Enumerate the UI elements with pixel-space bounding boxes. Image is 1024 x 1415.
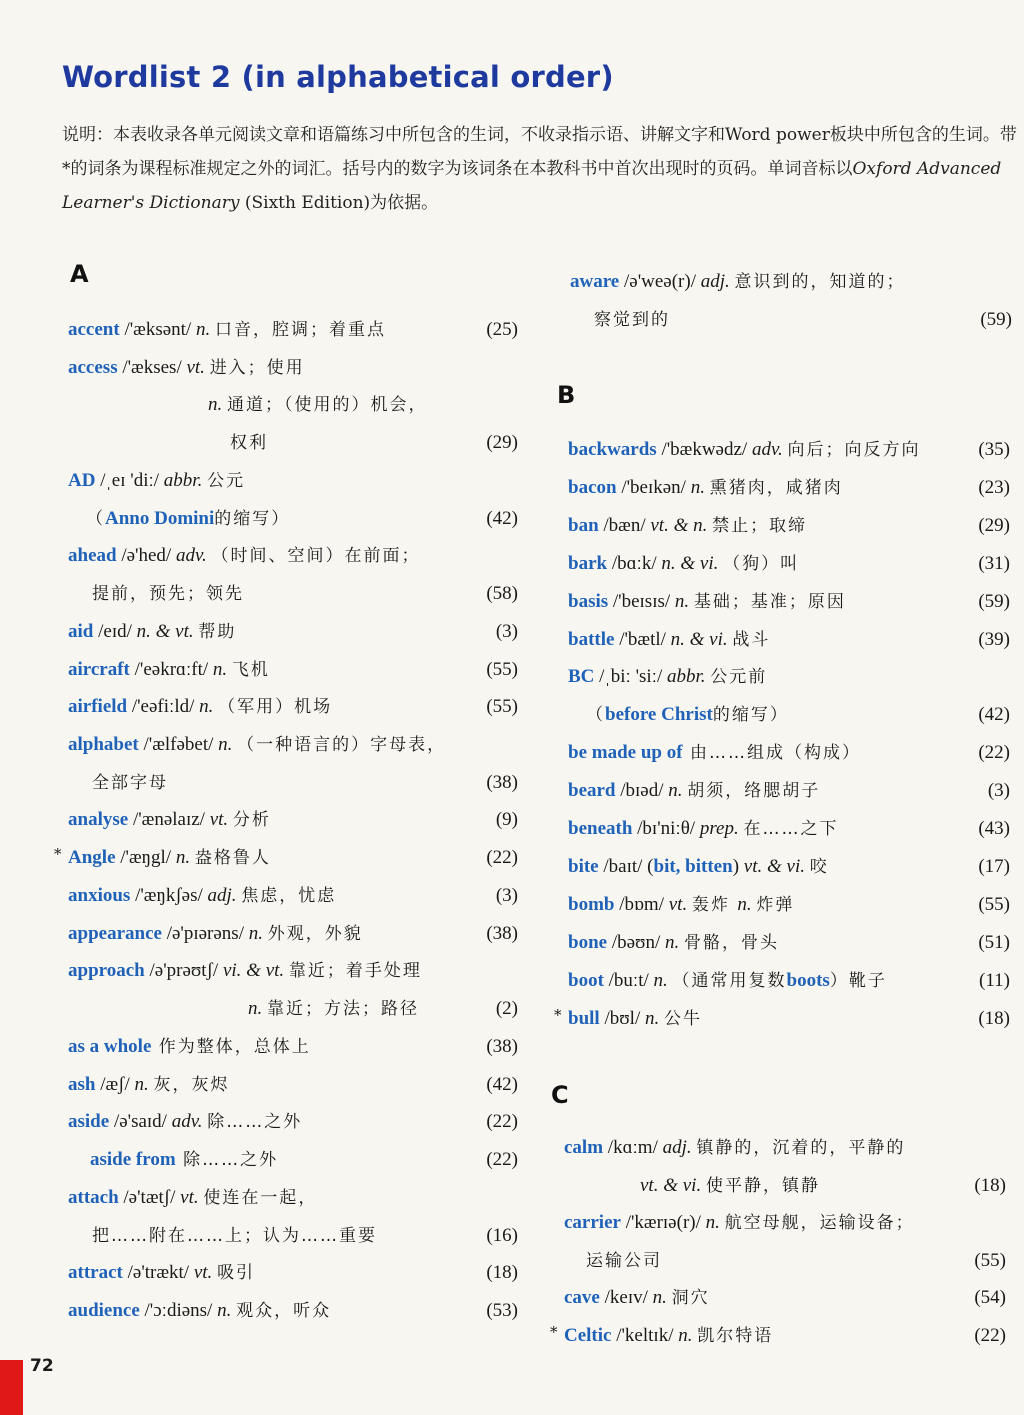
phonetic: /'ælfəbet/ — [138, 734, 219, 756]
headword: accent — [68, 319, 120, 340]
headword: ash — [68, 1073, 96, 1095]
definition: 盎格鲁人 — [194, 848, 271, 869]
page-reference: (18) — [978, 1007, 1010, 1029]
definition: 外观，外貌 — [267, 923, 363, 944]
page-reference: (39) — [978, 628, 1010, 650]
part-of-speech: adv. — [171, 1111, 208, 1133]
headword: bone — [568, 931, 608, 953]
definition: 提前，预先；领先 — [92, 584, 244, 605]
headword: bomb — [568, 893, 615, 915]
definition: 在……之下 — [743, 819, 839, 839]
headword: attract — [68, 1262, 123, 1284]
part-of-speech: vt. & vi. — [640, 1174, 706, 1196]
wordlist-line — [568, 966, 887, 996]
headword: boots — [786, 969, 830, 991]
definition: 焦虑，忧虑 — [241, 885, 337, 906]
intro-note — [62, 118, 1022, 220]
definition: 凯尔特语 — [697, 1326, 774, 1346]
headword: appearance — [68, 922, 162, 944]
part-of-speech: vt. — [180, 1186, 204, 1208]
headword: bacon — [568, 476, 617, 498]
phonetic: /ə'weə(r)/ — [619, 271, 701, 292]
phonetic: /eɪd/ — [93, 620, 137, 642]
phonetic: /keɪv/ — [599, 1287, 653, 1309]
definition: 作为整体，总体上 — [151, 1036, 311, 1057]
phonetic: /'æŋkʃəs/ — [130, 884, 208, 906]
headword: BC — [568, 666, 595, 688]
phonetic: /æʃ/ — [95, 1073, 135, 1095]
definition: 的缩写） — [214, 508, 291, 529]
wordlist-line — [90, 1145, 278, 1175]
page-reference: (59) — [980, 309, 1012, 330]
phonetic: /bʊl/ — [599, 1007, 645, 1029]
part-of-speech: n. & vi. — [670, 628, 733, 650]
headword: airfield — [68, 696, 128, 718]
wordlist-line — [68, 1107, 302, 1137]
page-reference: (43) — [978, 818, 1010, 839]
definition: 洞穴 — [671, 1288, 710, 1309]
definition: 权利 — [230, 433, 268, 454]
part-of-speech: n. — [199, 696, 219, 718]
intro-text: 说明：本表收录各单元阅读文章和语篇练习中所包含的生词，不收录指示语、讲解文字和Word power板块中所包含的生词。带*的词条为课程标准规定之外的词汇。括号内的数字为该词条在本教科书中首次出现时的页码。单词音标以 — [62, 125, 1017, 179]
definition: 公牛 — [663, 1008, 702, 1029]
phonetic: /ə'pɪərəns/ — [161, 922, 249, 944]
part-of-speech: adj. — [207, 884, 242, 906]
wordlist-line — [568, 928, 779, 958]
page-reference: (11) — [979, 969, 1010, 991]
phonetic: /ə'hed/ — [116, 545, 176, 567]
part-of-speech: n. & vi. — [661, 552, 724, 574]
headword: before Christ — [605, 704, 713, 726]
phonetic: /bɑːk/ — [607, 552, 662, 574]
phonetic: /baɪt/ ( — [598, 855, 654, 877]
wordlist-line — [230, 428, 268, 458]
wordlist-line — [68, 1258, 255, 1288]
part-of-speech: n. — [678, 1325, 698, 1346]
headword: as a whole — [68, 1035, 152, 1057]
headword: Anno Domini — [105, 507, 215, 529]
phonetic: /buːt/ — [603, 969, 654, 991]
definition: 骨骼，骨头 — [684, 932, 779, 953]
intro-text-end: (Sixth Edition)为依据。 — [239, 193, 439, 213]
page-number: 72 — [30, 1356, 54, 1376]
definition: 炸弹 — [756, 894, 795, 915]
headword: anxious — [68, 884, 131, 906]
page-reference: (29) — [486, 432, 518, 454]
page-reference: (58) — [486, 583, 518, 605]
page-reference: (35) — [978, 439, 1010, 460]
wordlist-line — [68, 692, 332, 722]
part-of-speech: adj. — [700, 271, 735, 292]
definition: 基础；基准；原因 — [693, 591, 846, 612]
page-reference: (42) — [486, 1073, 518, 1095]
wordlist-line — [86, 504, 290, 534]
wordlist-line — [570, 267, 906, 297]
phonetic: /'eəfiːld/ — [127, 696, 200, 718]
definition: 分析 — [232, 810, 271, 831]
phonetic: /bəʊn/ — [607, 931, 665, 953]
part-of-speech: adj. — [662, 1137, 697, 1158]
definition: 航空母舰，运输设备； — [724, 1213, 915, 1234]
phonetic: /ə'tætʃ/ — [118, 1186, 181, 1208]
headword: carrier — [564, 1212, 621, 1234]
definition: 帮助 — [198, 621, 237, 642]
part-of-speech: abbr. — [666, 666, 711, 688]
headword: access — [68, 356, 118, 378]
part-of-speech: n. — [644, 1007, 664, 1029]
wordlist-line — [594, 305, 670, 335]
definition: 吸引 — [217, 1263, 256, 1284]
definition: 镇静的，沉着的，平静的 — [696, 1138, 906, 1158]
definition: （通常用复数 — [672, 970, 787, 991]
headword: beneath — [568, 818, 633, 839]
wordlist-line — [564, 1208, 915, 1238]
headword: aware — [570, 271, 620, 292]
page-reference: (55) — [974, 1249, 1006, 1271]
page-reference: (31) — [978, 552, 1010, 574]
wordlist-line — [68, 881, 336, 911]
headword: analyse — [68, 809, 129, 831]
wordlist-line — [68, 805, 271, 835]
wordlist-line — [568, 511, 807, 541]
asterisk-marker: * — [554, 1005, 562, 1024]
definition: 熏猪肉，咸猪肉 — [709, 477, 843, 498]
wordlist-line — [68, 541, 420, 571]
headword: basis — [568, 590, 609, 612]
asterisk-marker: * — [550, 1323, 558, 1341]
headword: be made up of — [568, 742, 683, 764]
definition: （狗）叫 — [723, 553, 800, 574]
wordlist-line — [68, 315, 386, 345]
part-of-speech: vi. & vt. — [222, 960, 289, 982]
page-reference: (51) — [978, 931, 1010, 953]
page-reference: (22) — [974, 1325, 1006, 1346]
headword: aside from — [90, 1149, 176, 1171]
page-reference: (17) — [978, 855, 1010, 877]
definition: 除……之外 — [207, 1112, 303, 1133]
headword: attach — [68, 1186, 119, 1208]
headword: bark — [568, 552, 608, 574]
headword: Angle — [68, 847, 116, 869]
definition: 公元 — [207, 470, 246, 491]
page-reference: (22) — [486, 1149, 518, 1171]
phonetic: /'kærɪə(r)/ — [620, 1212, 706, 1234]
page-reference: (25) — [486, 319, 518, 340]
headword: ban — [568, 514, 599, 536]
part-of-speech: n. & vt. — [136, 620, 199, 642]
wordlist-line — [554, 1004, 702, 1034]
phonetic: /'beɪkən/ — [616, 476, 691, 498]
wordlist-line — [68, 353, 305, 383]
page-reference: (38) — [486, 771, 518, 793]
wordlist-line — [68, 956, 422, 986]
wordlist-line — [568, 852, 829, 882]
definition: 咬 — [809, 856, 829, 877]
part-of-speech: vt. — [193, 1262, 218, 1284]
part-of-speech: n. — [208, 394, 227, 416]
wordlist-line — [564, 1283, 710, 1313]
headword: aside — [68, 1111, 110, 1133]
phonetic: /'bækwədz/ — [656, 439, 752, 460]
definition: 进入；使用 — [209, 357, 305, 378]
page-reference: (59) — [978, 590, 1010, 612]
wordlist-line — [92, 768, 168, 798]
definition: 胡须，络腮胡子 — [687, 781, 821, 802]
definition: 战斗 — [732, 629, 771, 650]
definition: 由……组成（构成） — [682, 743, 861, 764]
page-tab-marker — [0, 1360, 23, 1415]
wordlist-line — [564, 1133, 905, 1163]
part-of-speech: n. — [705, 1212, 725, 1234]
part-of-speech: vt. — [209, 809, 233, 831]
definition: 向后；向反方向 — [787, 440, 921, 460]
definition: 除……之外 — [175, 1150, 279, 1171]
part-of-speech: vt. & vi. — [743, 855, 810, 877]
page-reference: (3) — [987, 780, 1010, 802]
part-of-speech: n. — [668, 780, 688, 802]
wordlist-line — [68, 617, 236, 647]
definition: 轰炸 — [691, 894, 738, 915]
page-reference: (38) — [486, 1035, 518, 1057]
headword: approach — [68, 960, 145, 982]
phonetic: /bɒm/ — [614, 893, 669, 915]
wordlist-line — [68, 919, 363, 949]
headword: calm — [564, 1137, 604, 1158]
definition: 使连在一起， — [203, 1187, 318, 1208]
headword: bite — [568, 855, 599, 877]
wordlist-line — [248, 994, 419, 1024]
phonetic: /ə'trækt/ — [122, 1262, 194, 1284]
wordlist-line — [92, 579, 244, 609]
definition: 禁止；取缔 — [712, 515, 808, 536]
part-of-speech: abbr. — [163, 469, 208, 491]
wordlist-line — [68, 655, 270, 685]
wordlist-line — [68, 1296, 331, 1326]
phonetic: /'ɔːdiəns/ — [139, 1299, 218, 1321]
wordlist-line — [586, 700, 789, 730]
wordlist-line — [208, 390, 428, 420]
phonetic: /'æŋgl/ — [115, 847, 176, 869]
page-reference: (38) — [486, 922, 518, 944]
part-of-speech: n. — [248, 922, 268, 944]
part-of-speech: n. — [218, 734, 238, 756]
wordlist-line — [68, 730, 446, 760]
phonetic: /'ænəlaɪz/ — [128, 809, 210, 831]
phonetic: /kɑːm/ — [603, 1137, 663, 1158]
page-reference: (3) — [495, 884, 518, 906]
dictionary-title: Oxford Advanced Learner's Dictionary — [62, 159, 1002, 213]
page-reference: (3) — [495, 620, 518, 642]
headword: aircraft — [68, 658, 130, 680]
page-reference: (16) — [486, 1224, 518, 1246]
wordlist-line — [568, 625, 770, 655]
headword: ahead — [68, 545, 117, 567]
definition: 全部字母 — [92, 772, 168, 793]
definition: （一种语言的）字母表， — [237, 735, 447, 756]
definition: ）靴子 — [829, 970, 887, 991]
wordlist-line — [568, 473, 843, 503]
page-reference: (42) — [486, 507, 518, 529]
part-of-speech: n. — [248, 998, 267, 1020]
page-title: Wordlist 2 (in alphabetical order) — [62, 60, 614, 94]
headword: bit, bitten — [653, 855, 733, 877]
headword: beard — [568, 780, 616, 802]
phonetic: /ə'saɪd/ — [109, 1111, 172, 1133]
headword: AD — [68, 469, 96, 491]
phonetic: /bɪ'niːθ/ — [632, 818, 700, 839]
headword: aid — [68, 620, 94, 642]
wordlist-line — [568, 662, 767, 692]
headword: bull — [568, 1007, 600, 1029]
phonetic: /'ækses/ — [117, 356, 187, 378]
wordlist-line — [568, 549, 799, 579]
wordlist-line — [568, 435, 920, 465]
page-reference: (29) — [978, 514, 1010, 536]
part-of-speech: n. — [653, 969, 673, 991]
definition: 灰，灰烬 — [153, 1074, 230, 1095]
wordlist-line — [568, 587, 846, 617]
asterisk-marker: * — [54, 845, 62, 864]
page-reference: (18) — [974, 1174, 1006, 1196]
part-of-speech: n. — [737, 893, 757, 915]
phonetic: /'æksənt/ — [119, 319, 196, 340]
phonetic: ) — [732, 855, 744, 877]
wordlist-line — [550, 1321, 774, 1351]
phonetic: /bɪəd/ — [615, 780, 669, 802]
headword: battle — [568, 628, 615, 650]
page-reference: (18) — [486, 1262, 518, 1284]
definition: 口音，腔调；着重点 — [214, 320, 386, 340]
definition: 使平静，镇静 — [705, 1175, 820, 1196]
definition: 的缩写） — [712, 705, 789, 726]
definition: 意识到的，知道的； — [734, 272, 906, 292]
headword: backwards — [568, 439, 657, 460]
part-of-speech: n. — [674, 590, 694, 612]
headword: audience — [68, 1299, 140, 1321]
wordlist-line — [640, 1171, 820, 1201]
part-of-speech: vt. — [186, 356, 210, 378]
definition: 把……附在……上；认为……重要 — [92, 1225, 377, 1246]
definition: 飞机 — [231, 659, 270, 680]
part-of-speech: n. — [195, 319, 215, 340]
page-reference: (55) — [978, 893, 1010, 915]
phonetic: /bæn/ — [598, 514, 651, 536]
wordlist-line — [68, 1183, 317, 1213]
part-of-speech: n. — [665, 931, 684, 953]
page-reference: (9) — [495, 809, 518, 831]
wordlist-line — [54, 843, 271, 873]
page-reference: (23) — [978, 476, 1010, 498]
definition: 观众，听众 — [236, 1300, 332, 1321]
wordlist-line — [68, 1070, 230, 1100]
page-reference: (55) — [486, 658, 518, 680]
wordlist-line — [68, 1032, 311, 1062]
definition: 靠近；方法；路径 — [267, 999, 419, 1020]
page-reference: (42) — [978, 704, 1010, 726]
wordlist-line — [68, 466, 245, 496]
wordlist-line — [568, 738, 861, 768]
definition: （ — [586, 705, 605, 726]
phonetic: /ˌbiː 'siː/ — [594, 666, 667, 688]
part-of-speech: n. — [652, 1287, 672, 1309]
section-letter-a: A — [70, 260, 89, 288]
page-reference: (55) — [486, 696, 518, 718]
headword: cave — [564, 1287, 600, 1309]
definition: 公元前 — [710, 667, 768, 688]
phonetic: /ə'prəʊtʃ/ — [144, 960, 223, 982]
part-of-speech: vt. & n. — [650, 514, 713, 536]
page-reference: (22) — [978, 742, 1010, 764]
part-of-speech: n. — [175, 847, 195, 869]
page-reference: (54) — [974, 1287, 1006, 1309]
part-of-speech: n. — [690, 476, 710, 498]
wordlist-line — [568, 814, 838, 844]
part-of-speech: vt. — [668, 893, 692, 915]
wordlist-line — [92, 1221, 377, 1251]
wordlist-line — [586, 1246, 662, 1276]
wordlist-line — [568, 890, 794, 920]
section-letter-b: B — [557, 381, 576, 409]
part-of-speech: n. — [217, 1299, 237, 1321]
headword: alphabet — [68, 734, 139, 756]
phonetic: /'bætl/ — [614, 628, 671, 650]
definition: 察觉到的 — [594, 310, 670, 330]
page-reference: (22) — [486, 1111, 518, 1133]
headword: boot — [568, 969, 604, 991]
phonetic: /'keltɪk/ — [611, 1325, 679, 1346]
part-of-speech: n. — [212, 658, 232, 680]
page-reference: (2) — [495, 998, 518, 1020]
page-reference: (22) — [486, 847, 518, 869]
wordlist-line — [568, 776, 820, 806]
part-of-speech: adv. — [175, 545, 212, 567]
definition: 通道；（使用的）机会， — [227, 395, 428, 416]
definition: （军用）机场 — [218, 697, 333, 718]
definition: （ — [86, 508, 105, 529]
part-of-speech: n. — [134, 1073, 154, 1095]
definition: （时间、空间）在前面； — [211, 546, 421, 567]
phonetic: /'eəkrɑːft/ — [129, 658, 213, 680]
definition: 运输公司 — [586, 1250, 662, 1271]
headword: Celtic — [564, 1325, 612, 1346]
page-reference: (53) — [486, 1299, 518, 1321]
part-of-speech: adv. — [751, 439, 788, 460]
part-of-speech: prep. — [699, 818, 744, 839]
phonetic: /'beɪsɪs/ — [608, 590, 675, 612]
phonetic: /ˌeɪ 'diː/ — [95, 469, 164, 491]
section-letter-c: C — [551, 1081, 569, 1109]
definition: 靠近；着手处理 — [288, 961, 422, 982]
